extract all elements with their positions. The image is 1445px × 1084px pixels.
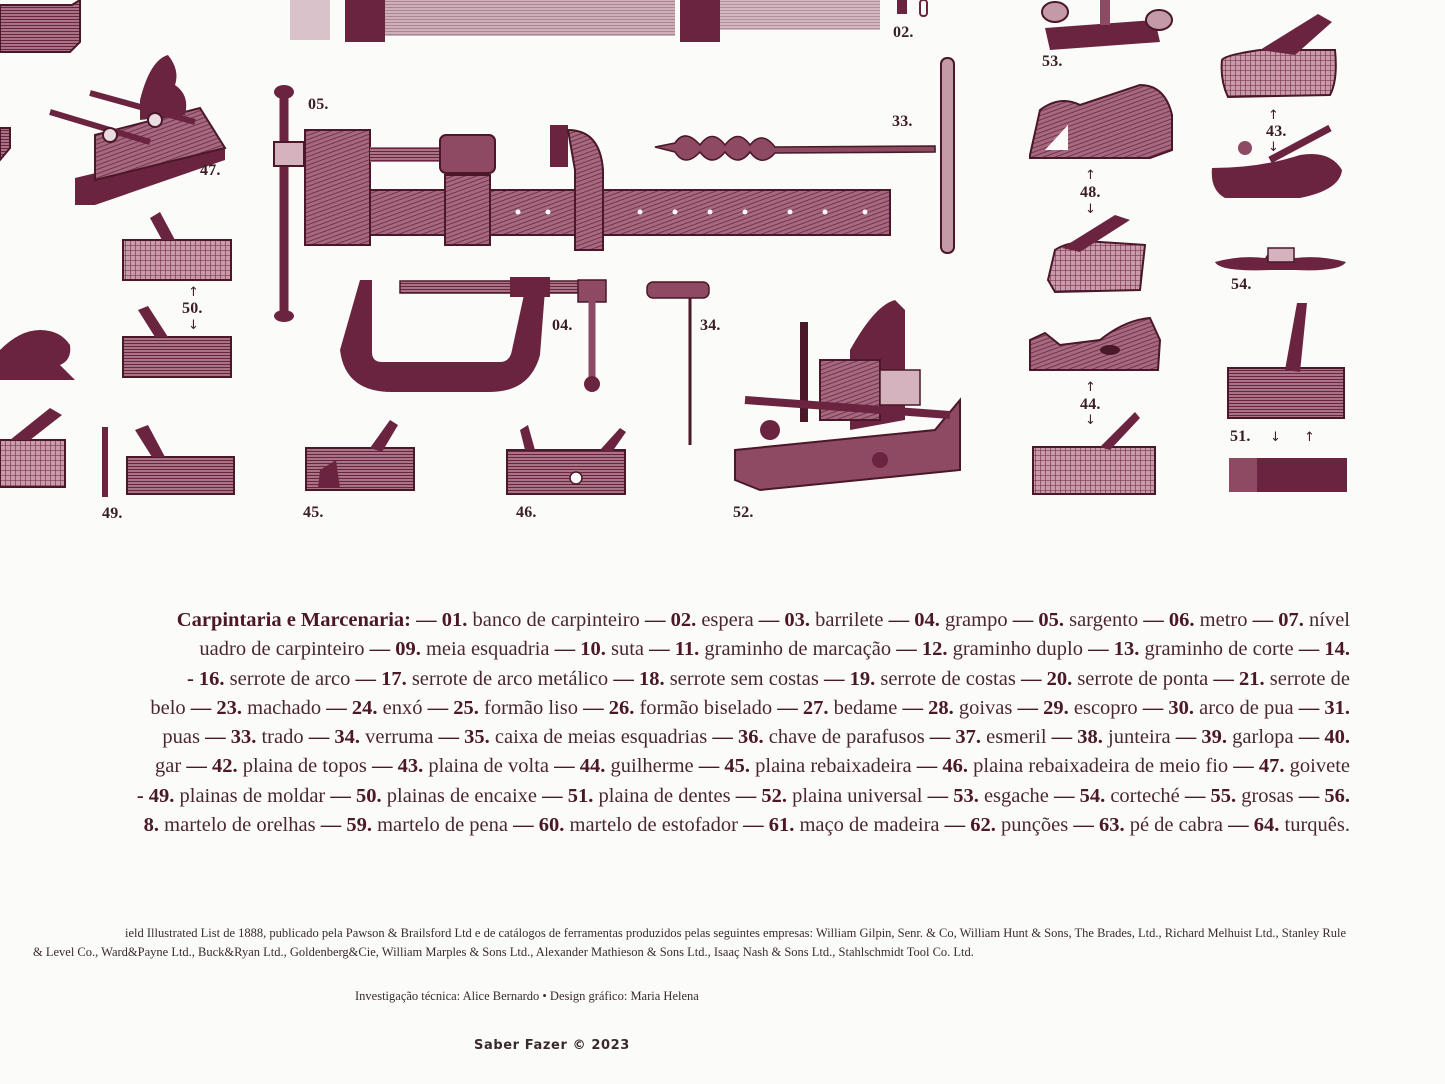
arrow-up-icon: ↑ — [1085, 380, 1096, 395]
label-45: 45. — [303, 504, 324, 521]
arrow-up-icon: ↑ — [188, 285, 199, 300]
label-48: 48. — [1080, 184, 1101, 201]
plainas-de-encaixe-illustration — [123, 212, 231, 377]
corteche-illustration — [1215, 248, 1346, 270]
arrow-down-icon: ↓ — [1268, 140, 1279, 155]
label-34: 34. — [700, 317, 721, 334]
plainas-de-moldar-illustration — [102, 425, 234, 497]
label-47: 47. — [200, 162, 221, 179]
label-50: 50. — [182, 300, 203, 317]
label-53: 53. — [1042, 53, 1063, 70]
goivete-illustration — [50, 55, 225, 205]
legend-line: 8. martelo de orelhas — 59. martelo de pena — 60. martelo de estofador — 61. maço de madeira — 62. punções — 63. pé de cabra — 64. turquês. — [143, 814, 1350, 837]
plaina-de-dentes-illustration — [1228, 303, 1347, 492]
brand-copyright: Saber Fazer © 2023 — [474, 1038, 630, 1053]
arrow-up-icon: ↑ — [1268, 108, 1279, 123]
tool-legend — [0, 606, 1350, 840]
label-51: 51. — [1230, 428, 1251, 445]
plaina-rebaixadeira-illustration — [306, 420, 414, 490]
arrow-down-icon: ↓ — [1270, 430, 1281, 445]
arrow-down-icon: ↓ — [188, 318, 199, 333]
legend-line: uadro de carpinteiro — 09. meia esquadria — 10. suta — 11. graminho de marcação — 12. graminho duplo — 13. graminho de corte — 14. — [199, 638, 1350, 661]
board-fragment-illustration — [0, 0, 80, 160]
credits-line-1: ield Illustrated List de 1888, publicado pela Pawson & Brailsford Ltd e de catálogos de ferramentas produzidos pelas seguintes empresas: William Gilpin, Senr. & Co, William Hunt & Sons, The Brades, Ltd., Richard Melhuist Ltd., Stanley Rule — [125, 926, 1346, 940]
esgache-illustration — [1042, 0, 1172, 50]
tool-illustrations — [0, 0, 1445, 530]
plane-48-top-illustration — [1030, 85, 1172, 158]
label-05: 05. — [308, 96, 329, 113]
left-plane-fragments-illustration — [0, 330, 75, 487]
legend-line: - 49. plainas de moldar — 50. plainas de encaixe — 51. plaina de dentes — 52. plaina universal — 53. esgache — 54. corteché — 55. grosas — 56. — [136, 784, 1350, 807]
legend-line: belo — 23. machado — 24. enxó — 25. formão liso — 26. formão biselado — 27. bedame — 28. goivas — 29. escopro — 30. arco de pua — 31. — [150, 696, 1350, 719]
credits-line-2: & Level Co., Ward&Payne Ltd., Buck&Ryan Ltd., Goldenberg&Cie, William Marples & Sons Ltd., Alexander Mathieson & Sons Ltd., Isaaç Nash & Sons Ltd., Stahlschmidt Tool Co. Ltd. — [33, 945, 974, 959]
label-33: 33. — [892, 113, 913, 130]
label-52: 52. — [733, 504, 754, 521]
legend-line: gar — 42. plaina de topos — 43. plaina de volta — 44. guilherme — 45. plaina rebaixadeira — 46. plaina rebaixadeira de meio fio — 47. goivete — [155, 755, 1350, 778]
arrow-up-icon: ↑ — [1304, 430, 1315, 445]
label-02: 02. — [893, 24, 914, 41]
label-44: 44. — [1080, 396, 1101, 413]
legend-line: puas — 33. trado — 34. verruma — 35. caixa de meias esquadrias — 36. chave de parafusos — 37. esmeril — 38. junteira — 39. garlopa — 40. — [162, 726, 1350, 749]
arrow-up-icon: ↑ — [1085, 168, 1096, 183]
label-49: 49. — [102, 505, 123, 522]
guilherme-top-illustration — [1030, 318, 1160, 370]
label-54: 54. — [1231, 276, 1252, 293]
label-04: 04. — [552, 317, 573, 334]
arrow-down-icon: ↓ — [1085, 413, 1096, 428]
plaina-meio-fio-illustration — [507, 425, 626, 494]
team-credits: Investigação técnica: Alice Bernardo • Design gráfico: Maria Helena — [355, 989, 699, 1003]
source-credits — [0, 924, 1346, 962]
label-46: 46. — [516, 504, 537, 521]
plaina-de-volta-top-illustration — [1222, 14, 1336, 97]
plaina-universal-illustration — [735, 300, 960, 490]
verruma-illustration — [647, 282, 709, 445]
arrow-down-icon: ↓ — [1085, 202, 1096, 217]
legend-line: Carpintaria e Marcenaria: — 01. banco de carpinteiro — 02. espera — 03. barrilete — 04. grampo — 05. sargento — 06. metro — 07. nível — [176, 609, 1350, 631]
legend-line: - 16. serrote de arco — 17. serrote de arco metálico — 18. serrote sem costas — 19. serrote de costas — 20. serrote de ponta — 21. serrote de — [186, 667, 1350, 690]
workbench-fragment-illustration — [290, 0, 927, 42]
plane-48-bottom-illustration — [1048, 215, 1145, 292]
label-43: 43. — [1266, 123, 1287, 140]
